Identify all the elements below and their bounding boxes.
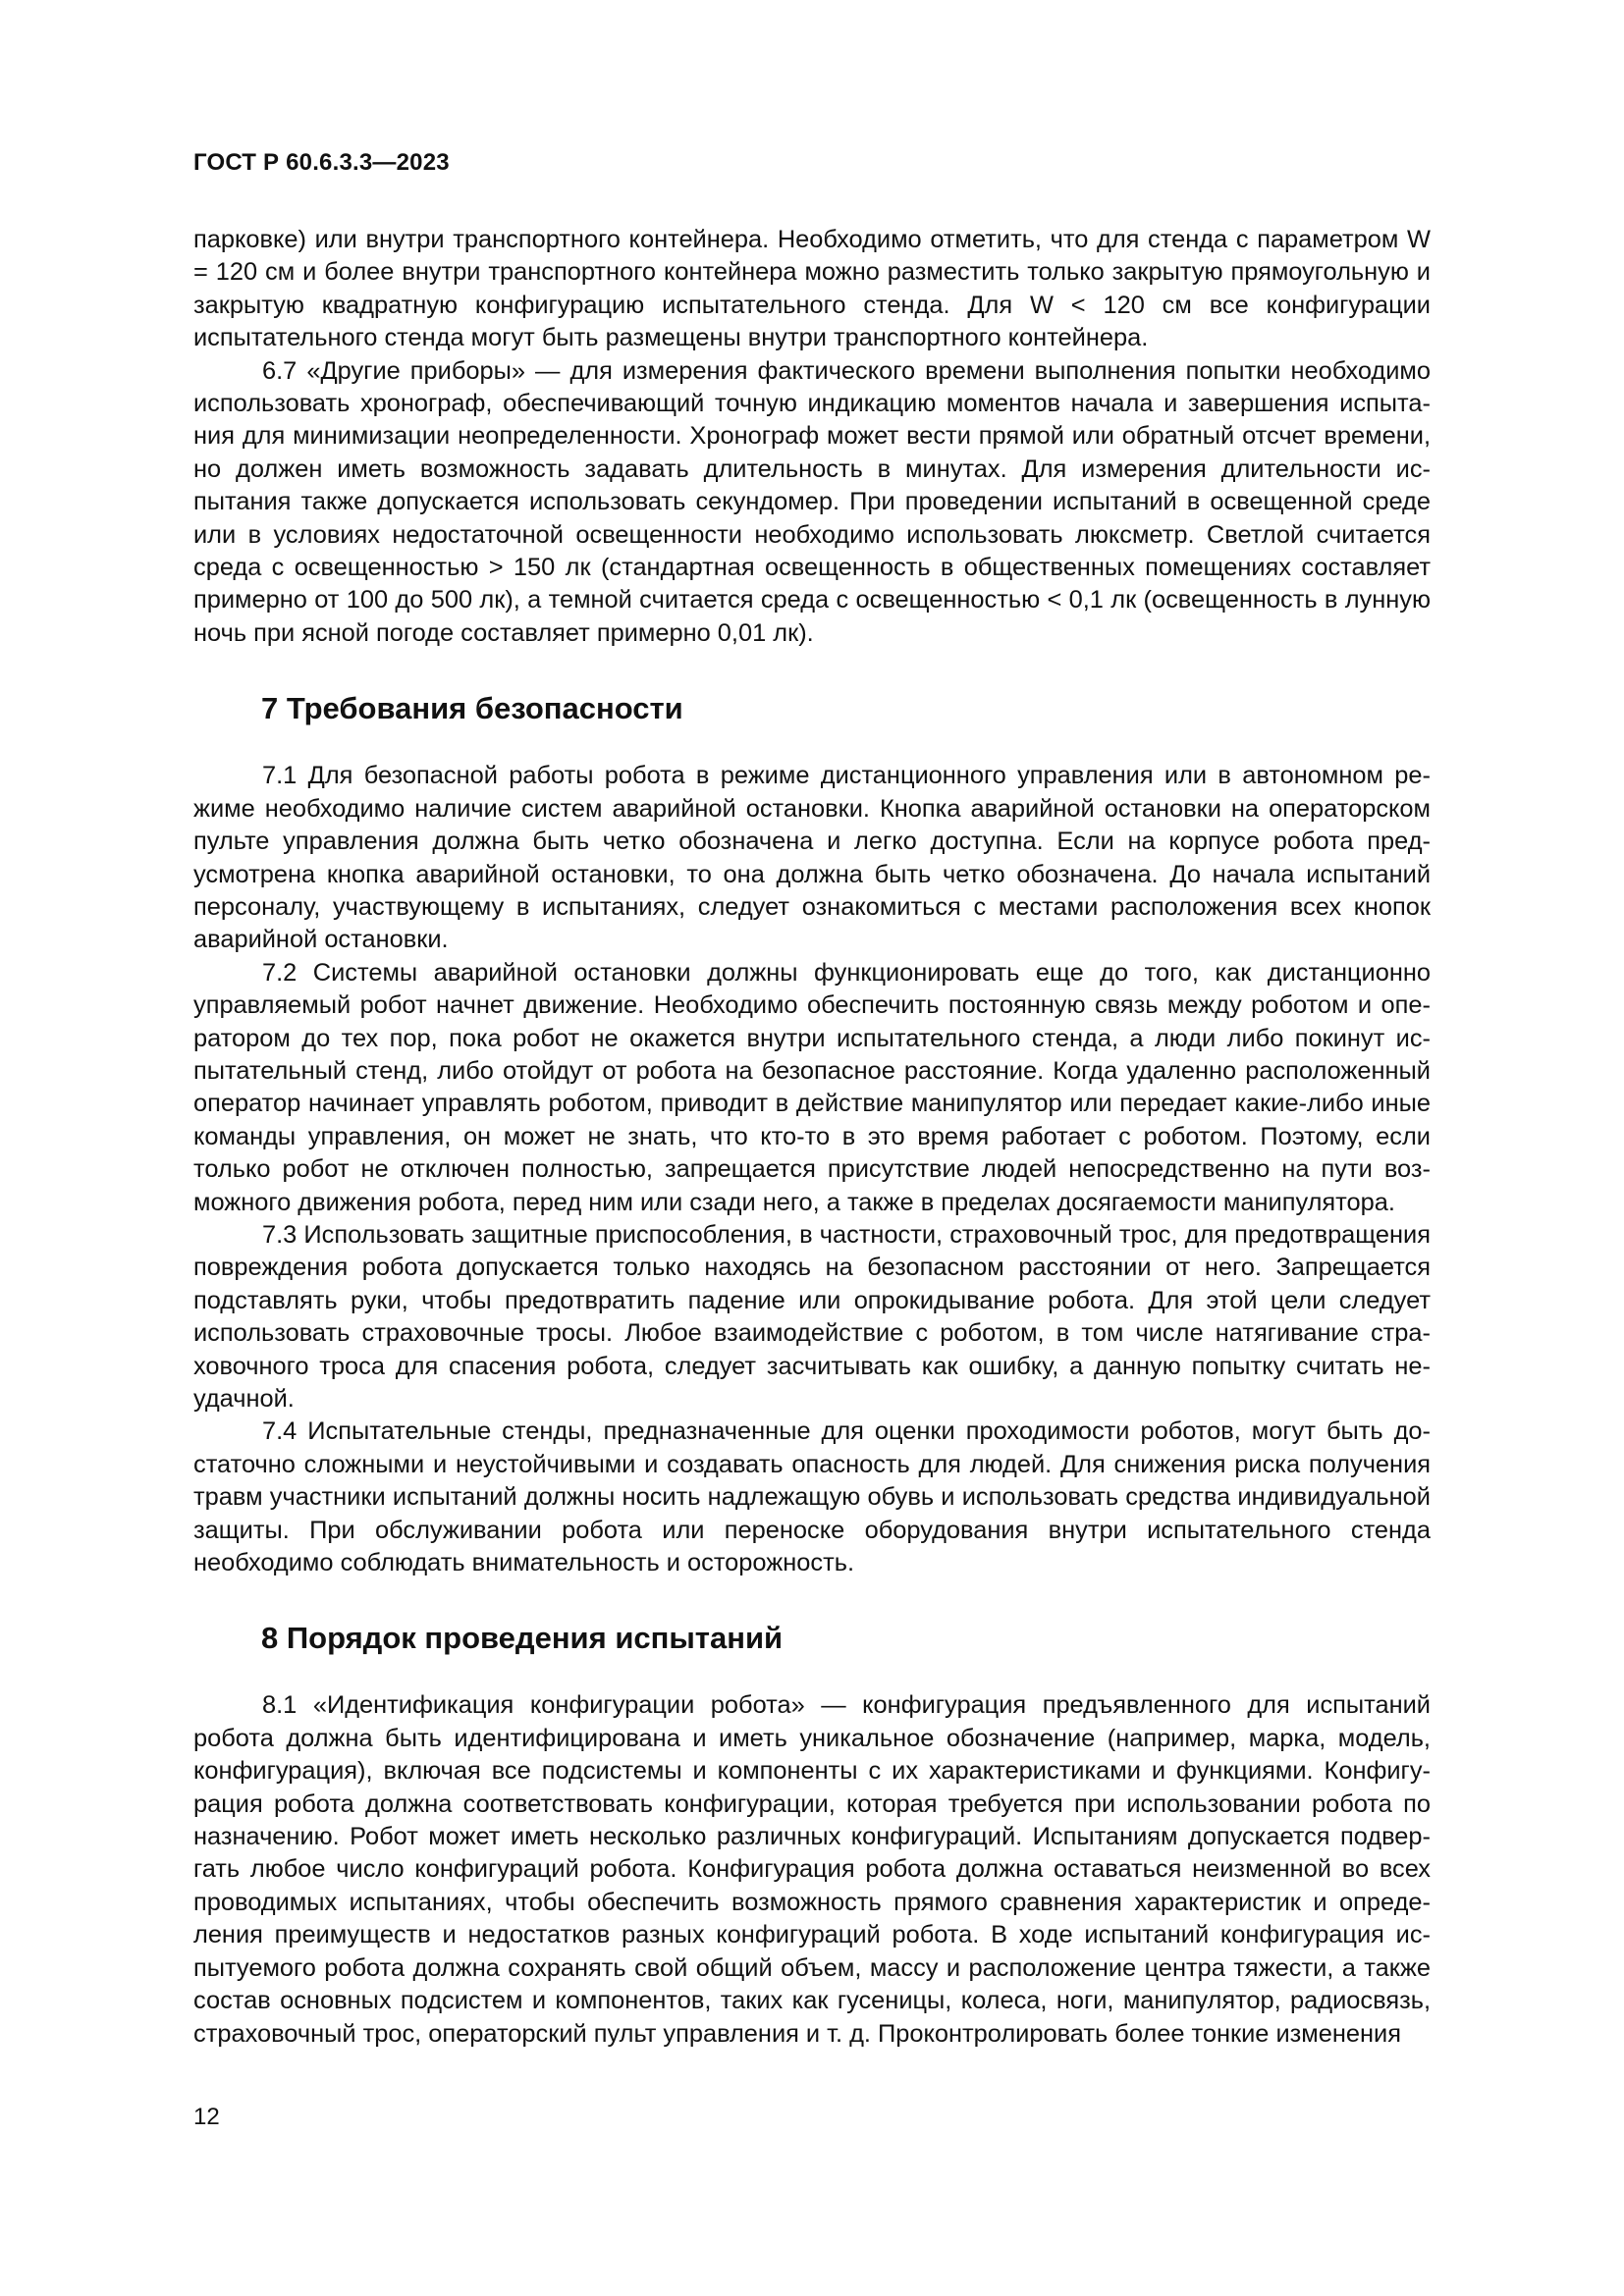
document-body [193, 224, 1431, 2051]
paragraph-6-6-continuation: парковке) или внутри транспортного контейнера. Необходимо отметить, что для стенда с параметром W = 120 см и более внутри транспортного контейнера можно разместить только закрытую прямоугольную и закрытую квадратную конфигурацию испытательного стенда. Для W < 120 см все конфигурации испытательного стенда могут быть размещены внутри транспортного контейнера. [193, 226, 1431, 352]
paragraph-7-3: 7.3 Использовать защитные приспособления, в частности, страховочный трос, для предотвращения повреждения робота допускается только находясь на безопасном расстоянии от него. Запрещается подставлять руки, чтобы предотвратить падение или опрокидывание робота. Для этой цели следует использовать страховочные тросы. Любое взаимодействие с роботом, в том числе натягивание страховочного троса для спасения робота, следует засчитывать как ошибку, а данную попытку считать неудачной. [193, 1220, 1431, 1413]
paragraph-8-1: 8.1 «Идентификация конфигурации робота» — конфигурация предъявленного для испытаний робота должна быть идентифицирована и иметь уникальное обозначение (например, марка, модель, конфигурация), включая все подсистемы и компоненты с их характеристиками и функциями. Конфигурация робота должна соответствовать конфигурации, которая требуется при использовании робота по назначению. Робот может иметь несколько различных конфигураций. Испытаниям допускается подвергать любое число конфигураций робота. Конфигурация робота должна оставаться неизменной во всех проводимых испытаниях, чтобы обеспечить возможность прямого сравнения характеристик и определения преимуществ и недостатков разных конфигураций робота. В ходе испытаний конфигурация испытуемого робота должна сохранять свой общий объем, массу и расположение центра тяжести, а также состав основных подсистем и компонентов, таких как гусеницы, колеса, ноги, манипулятор, радиосвязь, страховочный трос, операторский пульт управления и т. д. Проконтролировать более тонкие изменения [193, 1691, 1431, 2048]
page-number: 12 [193, 2104, 220, 2130]
paragraph-7-1: 7.1 Для безопасной работы робота в режиме дистанционного управления или в автономном режиме необходимо наличие систем аварийной остановки. Кнопка аварийной остановки на операторском пульте управления должна быть четко обозначена и легко доступна. Если на корпусе робота предусмотрена кнопка аварийной остановки, то она должна быть четко обозначена. До начала испытаний персоналу, участвующему в испытаниях, следует ознакомиться с местами расположения всех кнопок аварийной остановки. [193, 762, 1431, 954]
paragraph-7-4: 7.4 Испытательные стенды, предназначенные для оценки проходимости роботов, могут быть достаточно сложными и неустойчивыми и создавать опасность для людей. Для снижения риска получения травм участники испытаний должны носить надлежащую обувь и использовать средства индивидуальной защиты. При обслуживании робота или переноске оборудования внутри испытательного стенда необходимо соблюдать внимательность и осторожность. [193, 1417, 1431, 1577]
section-heading-8: 8 Порядок проведения испытаний [261, 1621, 784, 1656]
document-header: ГОСТ Р 60.6.3.3—2023 [193, 149, 450, 176]
section-heading-7: 7 Требования безопасности [261, 691, 683, 726]
paragraph-7-2: 7.2 Системы аварийной остановки должны функционировать еще до того, как дистанционно управляемый робот начнет движение. Необходимо обеспечить постоянную связь между роботом и оператором до тех пор, пока робот не окажется внутри испытательного стенда, а люди либо покинут испытательный стенд, либо отойдут от робота на безопасное расстояние. Когда удаленно расположенный оператор начинает управлять роботом, приводит в действие манипулятор или передает какие-либо иные команды управления, он может не знать, что кто-то в это время работает с роботом. Поэтому, если только робот не отключен полностью, запрещается присутствие людей непосредственно на пути возможного движения робота, перед ним или сзади него, а также в пределах досягаемости манипулятора. [193, 958, 1431, 1216]
paragraph-6-7: 6.7 «Другие приборы» — для измерения фактического времени выполнения попытки необходимо использовать хронограф, обеспечивающий точную индикацию моментов начала и завершения испытания для минимизации неопределенности. Хронограф может вести прямой или обратный отсчет времени, но должен иметь возможность задавать длительность в минутах. Для измерения длительности испытания также допускается использовать секундомер. При проведении испытаний в освещенной среде или в условиях недостаточной освещенности необходимо использовать люксметр. Светлой считается среда с освещенностью > 150 лк (стандартная освещенность в общественных помещениях составляет примерно от 100 до 500 лк), а темной считается среда с освещенностью < 0,1 лк (освещенность в лунную ночь при ясной погоде составляет примерно 0,01 лк). [193, 356, 1431, 647]
